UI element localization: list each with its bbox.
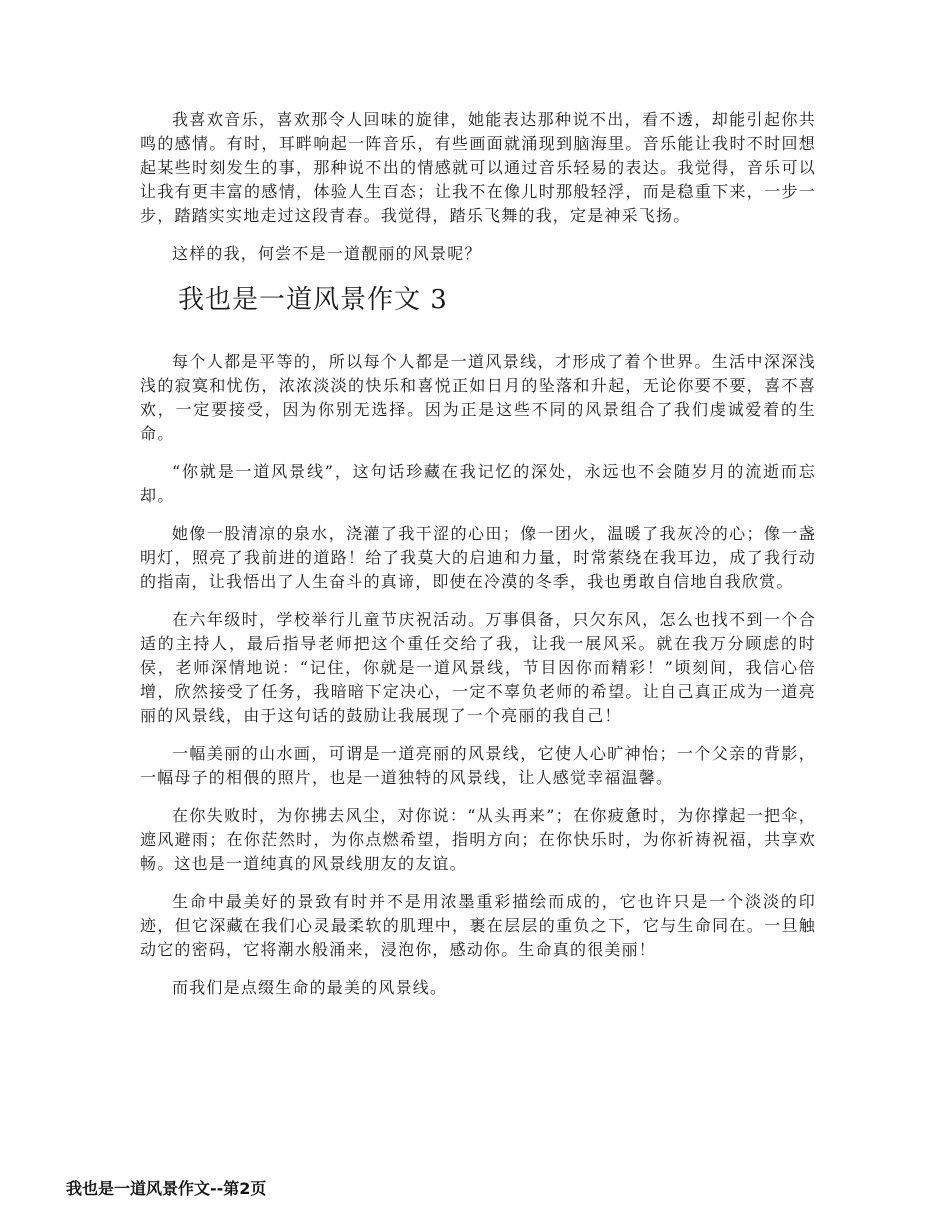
paragraph-you-are-scenery: “你就是一道风景线”，这句话珍藏在我记忆的深处，永远也不会随岁月的流逝而忘却。 — [140, 462, 816, 505]
paragraph-life-beauty: 生命中最美好的景致有时并不是用浓墨重彩描绘而成的，它也许只是一个淡淡的印迹，但它深藏在我们心灵最柔软的肌理中，裹在层层的重负之下，它与生命同在。一旦触动它的密码，它将潮水般涌来，浸泡你，感动你。生命真的很美丽！ — [140, 892, 816, 959]
paragraph-conclusion: 而我们是点缀生命的最美的风景线。 — [172, 978, 448, 997]
paragraph-sixth-grade: 在六年级时，学校举行儿童节庆祝活动。万事俱备，只欠东风，怎么也找不到一个合适的主持人，最后指导老师把这个重任交给了我，让我一展风采。就在我万分顾虑的时侯，老师深情地说：“记住，你就是一道风景线，节目因你而精彩！”顷刻间，我信心倍增，欣然接受了任务，我暗暗下定决心，一定不辜负老师的希望。让自己真正成为一道亮丽的风景线，由于这句话的鼓励让我展现了一个亮丽的我自己！ — [140, 610, 816, 725]
paragraph-landscape-painting: 一幅美丽的山水画，可谓是一道亮丽的风景线，它使人心旷神怡；一个父亲的背影，一幅母子的相偎的照片，也是一道独特的风景线，让人感觉幸福温馨。 — [140, 744, 816, 787]
paragraph-spring-water: 她像一股清凉的泉水，浇灌了我干涩的心田；像一团火，温暖了我灰冷的心；像一盏明灯，照亮了我前进的道路！给了我莫大的启迪和力量，时常萦绕在我耳边，成了我行动的指南，让我悟出了人生奋斗的真谛，即使在冷漠的冬季，我也勇敢自信地自我欣赏。 — [140, 524, 816, 591]
paragraph-music: 我喜欢音乐，喜欢那令人回味的旋律，她能表达那种说不出，看不透，却能引起你共鸣的感情。有时，耳畔响起一阵音乐，有些画面就涌现到脑海里。音乐能让我时不时回想起某些时刻发生的事，那种说不出的情感就可以通过音乐轻易的表达。我觉得，音乐可以让我有更丰富的感情，体验人生百态；让我不在像儿时那般轻浮，而是稳重下来，一步一步，踏踏实实地走过这段青春。我觉得，踏乐飞舞的我，定是神采飞扬。 — [140, 110, 816, 225]
section-heading: 我也是一道风景作文 3 — [178, 285, 448, 315]
paragraph-friendship: 在你失败时，为你拂去风尘，对你说：“从头再来”；在你疲惫时，为你撑起一把伞，遮风避雨；在你茫然时，为你点燃希望，指明方向；在你快乐时，为你祈祷祝福，共享欢畅。这也是一道纯真的风景线朋友的友谊。 — [140, 806, 816, 873]
document-body — [140, 108, 816, 1014]
paragraph-everyone-equal: 每个人都是平等的，所以每个人都是一道风景线，才形成了着个世界。生活中深深浅浅的寂寞和忧伤，浓浓淡淡的快乐和喜悦正如日月的坠落和升起，无论你要不要，喜不喜欢，一定要接受，因为你别无选择。因为正是这些不同的风景组合了我们虔诚爱着的生命。 — [140, 352, 816, 443]
paragraph-scenery-question: 这样的我，何尝不是一道靓丽的风景呢？ — [172, 244, 482, 263]
page-footer: 我也是一道风景作文--第2页 — [66, 1179, 267, 1198]
